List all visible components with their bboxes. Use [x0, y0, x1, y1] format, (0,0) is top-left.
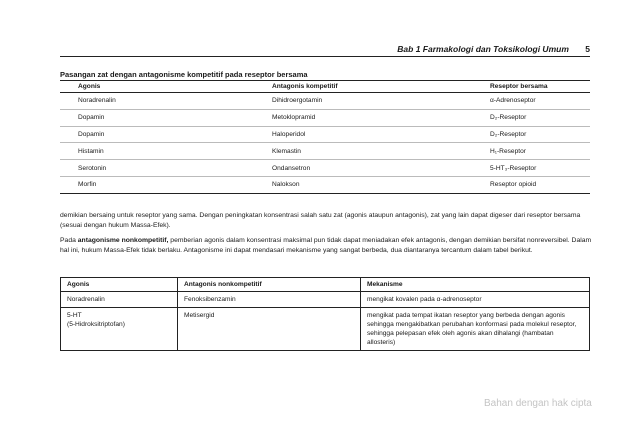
body-paragraph [60, 236, 592, 256]
table-row [60, 176, 590, 193]
table-cell: Klemastin [258, 143, 462, 160]
table-cell: Dopamin [60, 126, 258, 143]
table-cell: Noradrenalin [61, 292, 178, 308]
table-cell: D₂-Reseptor [462, 109, 590, 126]
table-cell: Nalokson [258, 176, 462, 193]
table-row [60, 109, 590, 126]
table-cell: D₂-Reseptor [462, 126, 590, 143]
table-row [61, 292, 590, 308]
running-header [60, 44, 590, 57]
table-cell: mengikat kovalen pada α-adrenoseptor [361, 292, 590, 308]
table-header-row [61, 278, 590, 292]
emphasis-term: antagonisme nonkompetitif, [77, 237, 169, 244]
table1-title: Pasangan zat dengan antagonisme kompetitif pada reseptor bersama [60, 70, 308, 79]
table-cell: Reseptor opioid [462, 176, 590, 193]
column-header: Reseptor bersama [462, 81, 590, 93]
table-cell: α-Adrenoseptor [462, 93, 590, 110]
noncompetitive-antagonism-table [60, 277, 590, 351]
column-header: Agonis [60, 81, 258, 93]
table-cell: Ondansetron [258, 160, 462, 177]
running-title: Bab 1 Farmakologi dan Toksikologi Umum [397, 44, 569, 54]
table-cell: Metisergid [178, 308, 361, 351]
table-row [60, 93, 590, 110]
table-cell: Dihidroergotamin [258, 93, 462, 110]
page-number: 5 [585, 44, 590, 54]
table-cell: Serotonin [60, 160, 258, 177]
copyright-watermark: Bahan dengan hak cipta [484, 398, 592, 409]
column-header: Antagonis nonkompetitif [178, 278, 361, 292]
table-cell: Fenoksibenzamin [178, 292, 361, 308]
body-paragraph: demikian bersaing untuk reseptor yang sama. Dengan peningkatan konsentrasi salah satu zat (agonis ataupun antagonis), zat yang lain dapat digeser dari reseptor bersama (sesuai dengan hukum Massa-Efek). [60, 212, 581, 229]
competitive-antagonism-table [60, 80, 590, 194]
table-cell: Histamin [60, 143, 258, 160]
paragraph-lead: Pada [60, 237, 78, 244]
table-cell: mengikat pada tempat ikatan reseptor yang berbeda dengan agonis sehingga mengakibatkan perubahan konformasi pada molekul reseptor, sehingga pelepasan efek oleh agonis akan dihalangi (hambatan allosteris) [361, 308, 590, 351]
column-header: Agonis [61, 278, 178, 292]
table-header-row [60, 81, 590, 93]
table-cell: 5-HT₃-Reseptor [462, 160, 590, 177]
column-header: Antagonis kompetitif [258, 81, 462, 93]
table-row [60, 160, 590, 177]
table-cell: Metoklopramid [258, 109, 462, 126]
table-row [60, 126, 590, 143]
table-cell: 5-HT (5-Hidroksitriptofan) [61, 308, 178, 351]
table-cell: Dopamin [60, 109, 258, 126]
table-cell: Morfin [60, 176, 258, 193]
column-header: Mekanisme [361, 278, 590, 292]
table-cell: Noradrenalin [60, 93, 258, 110]
paragraph-text: pemberian agonis dalam konsentrasi maksimal pun tidak dapat meniadakan efek antagonis, dengan demikian bersifat nonreversibel. Dalam hal ini, hukum Massa-Efek tidak berlaku. Antagonisme ini dapat mendasari mekanisme yang sangat berbeda, dua diantaranya tercantum dalam tabel berikut. [60, 237, 592, 254]
table-row [60, 143, 590, 160]
table-cell: Haloperidol [258, 126, 462, 143]
table-row [61, 308, 590, 351]
table-cell: H₁-Reseptor [462, 143, 590, 160]
